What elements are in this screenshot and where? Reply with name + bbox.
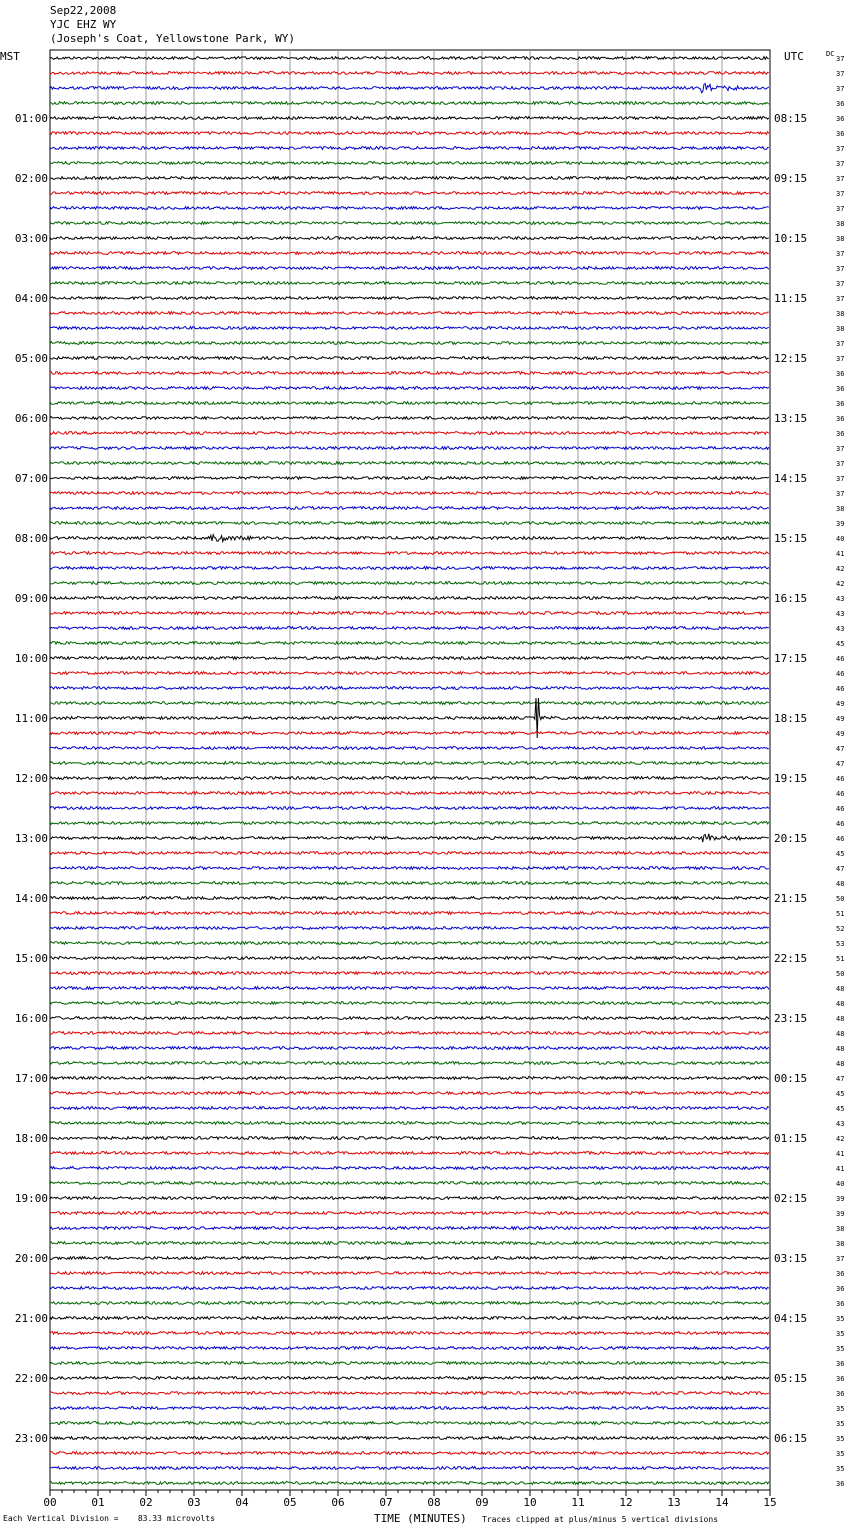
- utc-hour-label: 23:15: [774, 1012, 808, 1025]
- utc-hour-label: 21:15: [774, 892, 808, 905]
- seismic-trace: [50, 297, 769, 300]
- seismic-trace: [50, 942, 769, 945]
- seismic-trace: [50, 1227, 769, 1230]
- x-tick-label: 09: [475, 1496, 489, 1509]
- dc-header-label: DC: [826, 50, 835, 58]
- dc-value: 37: [836, 295, 845, 303]
- dc-value: 35: [836, 1315, 845, 1323]
- dc-value: 37: [836, 145, 845, 153]
- dc-value: 37: [836, 475, 845, 483]
- utc-hour-label: 00:15: [774, 1072, 808, 1085]
- seismic-trace: [50, 207, 769, 210]
- dc-value: 48: [836, 880, 845, 888]
- seismic-trace: [50, 1122, 769, 1125]
- dc-value: 43: [836, 625, 845, 633]
- mst-hour-label: 07:00: [14, 472, 48, 485]
- seismic-trace: [50, 747, 769, 750]
- seismic-trace: [50, 1422, 769, 1425]
- seismic-trace: [50, 1257, 769, 1260]
- mst-hour-label: 04:00: [14, 292, 48, 305]
- dc-value: 36: [836, 115, 845, 123]
- time-axis-label: TIME (MINUTES): [374, 1512, 467, 1525]
- dc-value: 38: [836, 1225, 845, 1233]
- dc-value: 51: [836, 910, 845, 918]
- dc-value: 35: [836, 1450, 845, 1458]
- dc-value: 38: [836, 310, 845, 318]
- seismic-trace: [50, 1047, 769, 1050]
- seismic-trace: [50, 1407, 769, 1410]
- utc-hour-label: 22:15: [774, 952, 808, 965]
- seismic-trace: [50, 972, 769, 975]
- seismic-trace: [50, 522, 769, 525]
- x-tick-label: 00: [43, 1496, 57, 1509]
- seismic-trace: [50, 582, 769, 585]
- seismic-trace: [50, 312, 769, 315]
- seismic-trace: [50, 1062, 769, 1065]
- seismic-trace: [50, 492, 769, 495]
- seismic-trace: [50, 1287, 769, 1290]
- seismic-trace: [50, 507, 769, 510]
- dc-value: 35: [836, 1345, 845, 1353]
- seismic-trace: [50, 84, 769, 93]
- seismic-trace: [50, 132, 769, 135]
- dc-value: 46: [836, 790, 845, 798]
- mst-hour-label: 05:00: [14, 352, 48, 365]
- seismic-trace: [50, 162, 769, 165]
- seismic-trace: [50, 387, 769, 390]
- dc-value: 35: [836, 1330, 845, 1338]
- dc-value: 36: [836, 415, 845, 423]
- dc-value: 46: [836, 805, 845, 813]
- mst-hour-label: 13:00: [14, 832, 48, 845]
- seismic-trace: [50, 882, 769, 885]
- mst-hour-label: 20:00: [14, 1252, 48, 1265]
- utc-hour-label: 04:15: [774, 1312, 808, 1325]
- dc-value: 35: [836, 1405, 845, 1413]
- x-tick-label: 07: [379, 1496, 393, 1509]
- mst-hour-label: 23:00: [14, 1432, 48, 1445]
- mst-hour-label: 06:00: [14, 412, 48, 425]
- dc-value: 45: [836, 1105, 845, 1113]
- dc-value: 48: [836, 1060, 845, 1068]
- dc-value: 37: [836, 355, 845, 363]
- dc-value: 47: [836, 865, 845, 873]
- utc-hour-label: 11:15: [774, 292, 808, 305]
- seismic-trace: [50, 1302, 769, 1305]
- seismic-trace: [50, 72, 769, 75]
- station-location: (Joseph's Coat, Yellowstone Park, WY): [50, 32, 296, 45]
- seismic-trace: [50, 897, 769, 900]
- dc-value: 37: [836, 445, 845, 453]
- dc-value: 46: [836, 775, 845, 783]
- dc-value: 35: [836, 1465, 845, 1473]
- seismic-trace: [50, 267, 769, 270]
- seismic-trace: [50, 807, 769, 810]
- seismic-trace: [50, 1032, 769, 1035]
- x-tick-label: 06: [331, 1496, 345, 1509]
- seismic-trace: [50, 1437, 769, 1440]
- utc-hour-label: 03:15: [774, 1252, 808, 1265]
- seismic-trace: [50, 852, 769, 855]
- utc-hour-label: 12:15: [774, 352, 808, 365]
- dc-value: 42: [836, 580, 845, 588]
- seismic-trace: [50, 1002, 769, 1005]
- seismic-trace: [50, 252, 769, 255]
- mst-hour-label: 22:00: [14, 1372, 48, 1385]
- dc-value: 36: [836, 1390, 845, 1398]
- dc-value: 36: [836, 370, 845, 378]
- seismic-trace: [50, 342, 769, 345]
- mst-hour-label: 02:00: [14, 172, 48, 185]
- seismic-trace: [50, 535, 769, 542]
- dc-value: 37: [836, 190, 845, 198]
- utc-hour-label: 18:15: [774, 712, 808, 725]
- dc-value: 35: [836, 1435, 845, 1443]
- seismic-trace: [50, 627, 769, 630]
- seismic-trace: [50, 567, 769, 570]
- seismic-trace: [50, 777, 769, 780]
- seismic-trace: [50, 357, 769, 360]
- dc-value: 36: [836, 400, 845, 408]
- utc-axis-label: UTC: [784, 50, 804, 63]
- seismic-trace: [50, 327, 769, 330]
- dc-value: 53: [836, 940, 845, 948]
- mst-hour-label: 03:00: [14, 232, 48, 245]
- dc-value: 48: [836, 1000, 845, 1008]
- seismic-trace: [50, 192, 769, 195]
- seismic-trace: [50, 1362, 769, 1365]
- dc-value: 37: [836, 460, 845, 468]
- dc-value: 49: [836, 715, 845, 723]
- mst-hour-label: 15:00: [14, 952, 48, 965]
- seismic-trace: [50, 1347, 769, 1350]
- dc-value: 49: [836, 730, 845, 738]
- dc-value: 39: [836, 1210, 845, 1218]
- seismic-trace: [50, 1392, 769, 1395]
- seismic-trace: [50, 477, 769, 480]
- seismic-trace: [50, 1107, 769, 1110]
- seismic-trace: [50, 417, 769, 420]
- dc-value: 37: [836, 280, 845, 288]
- dc-value: 46: [836, 655, 845, 663]
- seismic-trace: [50, 792, 769, 795]
- x-tick-label: 10: [523, 1496, 537, 1509]
- seismic-trace: [50, 1077, 769, 1080]
- utc-hour-label: 10:15: [774, 232, 808, 245]
- dc-value: 47: [836, 760, 845, 768]
- dc-value: 36: [836, 430, 845, 438]
- seismic-trace: [50, 672, 769, 675]
- seismic-trace: [50, 372, 769, 375]
- seismic-trace: [50, 1197, 769, 1200]
- dc-value: 37: [836, 70, 845, 78]
- x-tick-label: 01: [91, 1496, 105, 1509]
- seismic-trace: [50, 1467, 769, 1470]
- seismic-trace: [50, 987, 769, 990]
- seismic-trace: [50, 117, 769, 120]
- dc-value: 38: [836, 505, 845, 513]
- dc-value: 45: [836, 1090, 845, 1098]
- trace-group: [50, 57, 769, 1485]
- dc-value: 35: [836, 1420, 845, 1428]
- dc-value: 52: [836, 925, 845, 933]
- seismic-trace: [50, 834, 769, 842]
- dc-value: 46: [836, 820, 845, 828]
- mst-hour-label: 10:00: [14, 652, 48, 665]
- dc-value: 39: [836, 520, 845, 528]
- seismic-trace: [50, 1272, 769, 1275]
- dc-value: 38: [836, 1240, 845, 1248]
- seismic-trace: [50, 432, 769, 435]
- dc-value: 48: [836, 1045, 845, 1053]
- dc-value: 36: [836, 1360, 845, 1368]
- seismic-trace: [50, 1212, 769, 1215]
- seismic-trace: [50, 1452, 769, 1455]
- dc-value: 46: [836, 835, 845, 843]
- seismic-trace: [50, 642, 769, 645]
- seismic-trace: [50, 762, 769, 765]
- mst-hour-label: 01:00: [14, 112, 48, 125]
- mst-hour-label: 14:00: [14, 892, 48, 905]
- dc-value: 39: [836, 1195, 845, 1203]
- chart-date: Sep22,2008: [50, 4, 117, 17]
- seismic-trace: [50, 57, 769, 60]
- dc-value: 50: [836, 970, 845, 978]
- seismic-trace: [50, 1167, 769, 1170]
- mst-hour-label: 18:00: [14, 1132, 48, 1145]
- seismic-trace: [50, 1182, 769, 1185]
- dc-value: 37: [836, 205, 845, 213]
- mst-axis-label: MST: [0, 50, 20, 63]
- seismic-trace: [50, 702, 769, 705]
- utc-hour-label: 01:15: [774, 1132, 808, 1145]
- seismic-trace: [50, 147, 769, 150]
- dc-value: 48: [836, 1030, 845, 1038]
- dc-value: 46: [836, 670, 845, 678]
- utc-hour-label: 06:15: [774, 1432, 808, 1445]
- utc-hour-label: 17:15: [774, 652, 808, 665]
- dc-value: 36: [836, 385, 845, 393]
- dc-value: 42: [836, 565, 845, 573]
- dc-value: 37: [836, 265, 845, 273]
- dc-value: 36: [836, 130, 845, 138]
- seismic-trace: [50, 957, 769, 960]
- mst-hour-label: 17:00: [14, 1072, 48, 1085]
- dc-value: 43: [836, 1120, 845, 1128]
- seismic-trace: [50, 222, 769, 225]
- utc-hour-label: 14:15: [774, 472, 808, 485]
- x-tick-label: 03: [187, 1496, 201, 1509]
- mst-hour-label: 11:00: [14, 712, 48, 725]
- seismic-trace: [50, 732, 769, 735]
- seismic-trace: [50, 1137, 769, 1140]
- dc-value: 51: [836, 955, 845, 963]
- dc-value: 46: [836, 685, 845, 693]
- dc-value: 41: [836, 1165, 845, 1173]
- seismic-trace: [50, 237, 769, 240]
- x-tick-label: 08: [427, 1496, 441, 1509]
- dc-value: 45: [836, 640, 845, 648]
- dc-value: 48: [836, 1015, 845, 1023]
- x-tick-label: 13: [667, 1496, 681, 1509]
- utc-hour-label: 02:15: [774, 1192, 808, 1205]
- dc-value: 38: [836, 235, 845, 243]
- dc-value: 36: [836, 1300, 845, 1308]
- seismic-trace: [50, 177, 769, 180]
- seismic-trace: [50, 552, 769, 555]
- utc-hour-label: 09:15: [774, 172, 808, 185]
- dc-value: 43: [836, 595, 845, 603]
- seismic-trace: [50, 402, 769, 405]
- seismic-trace: [50, 657, 769, 660]
- seismic-trace: [50, 687, 769, 690]
- x-tick-label: 05: [283, 1496, 297, 1509]
- dc-value: 50: [836, 895, 845, 903]
- dc-value: 38: [836, 325, 845, 333]
- dc-value: 36: [836, 1270, 845, 1278]
- scale-note: Each Vertical Division = 83.33 microvolts: [3, 1514, 215, 1523]
- dc-value: 37: [836, 1255, 845, 1263]
- mst-hour-label: 12:00: [14, 772, 48, 785]
- seismic-trace: [50, 1317, 769, 1320]
- dc-value: 40: [836, 535, 845, 543]
- seismic-trace: [50, 1242, 769, 1245]
- seismic-trace: [50, 462, 769, 465]
- dc-value: 41: [836, 1150, 845, 1158]
- mst-hour-label: 16:00: [14, 1012, 48, 1025]
- dc-value: 42: [836, 1135, 845, 1143]
- x-tick-label: 04: [235, 1496, 249, 1509]
- seismic-trace: [50, 102, 769, 105]
- dc-value: 37: [836, 160, 845, 168]
- dc-value: 40: [836, 1180, 845, 1188]
- dc-value: 36: [836, 1375, 845, 1383]
- mst-hour-label: 21:00: [14, 1312, 48, 1325]
- dc-value: 37: [836, 250, 845, 258]
- dc-value: 47: [836, 1075, 845, 1083]
- dc-value: 37: [836, 55, 845, 63]
- x-tick-label: 11: [571, 1496, 585, 1509]
- x-tick-label: 15: [763, 1496, 777, 1509]
- dc-value: 36: [836, 1480, 845, 1488]
- seismic-trace: [50, 1017, 769, 1020]
- dc-value: 37: [836, 85, 845, 93]
- seismic-trace: [50, 1377, 769, 1380]
- seismic-trace: [50, 867, 769, 870]
- dc-value: 41: [836, 550, 845, 558]
- seismic-trace: [50, 612, 769, 615]
- x-tick-label: 14: [715, 1496, 729, 1509]
- seismic-trace: [50, 447, 769, 450]
- dc-value: 38: [836, 220, 845, 228]
- seismic-trace: [50, 282, 769, 285]
- utc-hour-label: 16:15: [774, 592, 808, 605]
- station-id: YJC EHZ WY: [50, 18, 117, 31]
- dc-value: 43: [836, 610, 845, 618]
- utc-hour-label: 20:15: [774, 832, 808, 845]
- utc-hour-label: 13:15: [774, 412, 808, 425]
- seismic-trace: [50, 597, 769, 600]
- seismic-trace: [50, 912, 769, 915]
- x-tick-label: 02: [139, 1496, 153, 1509]
- dc-value: 47: [836, 745, 845, 753]
- seismic-trace: [50, 1092, 769, 1095]
- seismic-trace: [50, 1152, 769, 1155]
- dc-value: 37: [836, 175, 845, 183]
- dc-value: 37: [836, 340, 845, 348]
- dc-value: 49: [836, 700, 845, 708]
- seismic-trace: [50, 1482, 769, 1485]
- utc-hour-label: 19:15: [774, 772, 808, 785]
- dc-value: 36: [836, 1285, 845, 1293]
- utc-hour-label: 05:15: [774, 1372, 808, 1385]
- dc-value: 37: [836, 490, 845, 498]
- x-tick-label: 12: [619, 1496, 633, 1509]
- seismic-trace: [50, 1332, 769, 1335]
- dc-value: 36: [836, 100, 845, 108]
- dc-value: 48: [836, 985, 845, 993]
- seismic-trace: [50, 927, 769, 930]
- mst-hour-label: 19:00: [14, 1192, 48, 1205]
- mst-hour-label: 09:00: [14, 592, 48, 605]
- seismic-trace: [50, 822, 769, 825]
- mst-hour-label: 08:00: [14, 532, 48, 545]
- dc-value: 45: [836, 850, 845, 858]
- clip-note: Traces clipped at plus/minus 5 vertical divisions: [482, 1515, 719, 1524]
- utc-hour-label: 08:15: [774, 112, 808, 125]
- utc-hour-label: 15:15: [774, 532, 808, 545]
